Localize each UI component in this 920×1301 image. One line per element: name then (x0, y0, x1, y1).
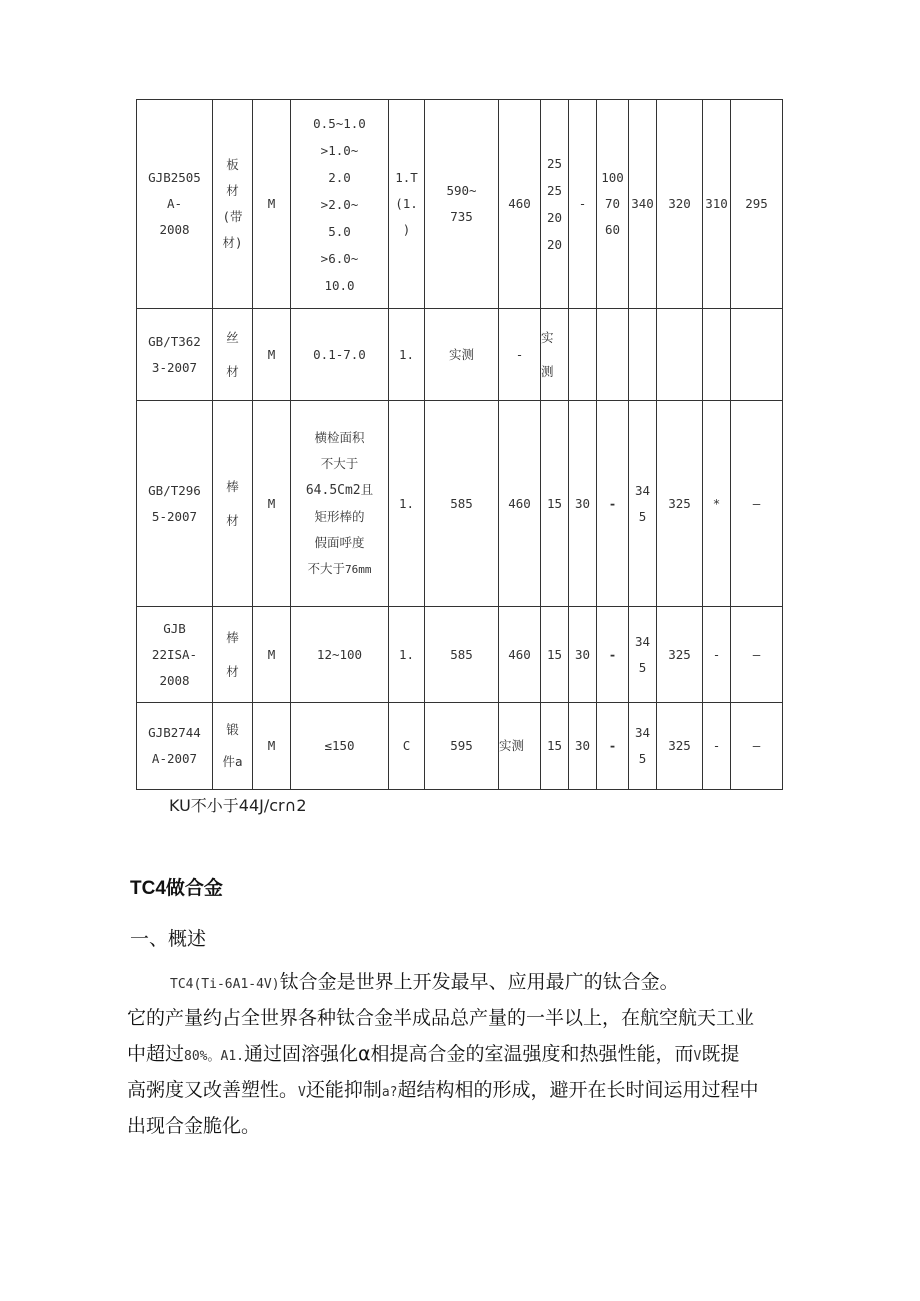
paragraph-line: 它的产量约占全世界各种钛合金半成品总产量的一半以上，在航空航天工业 (127, 1007, 755, 1029)
table-row (137, 309, 783, 401)
table-row (137, 607, 783, 703)
table-footnote: KU不小于44J∕cr∩2 (169, 796, 307, 815)
property-cell (703, 309, 731, 401)
property-cell: — (731, 703, 783, 790)
state-cell: M (253, 607, 291, 703)
reduction-cell: 30 (569, 703, 597, 790)
paragraph-line: TC4(Ti-6A1-4V)钛合金是世界上开发最早、应用最广的钛合金。 (170, 971, 679, 993)
property-cell: 34 5 (629, 607, 657, 703)
paragraph-line: 出现合金脆化。 (127, 1115, 261, 1137)
property-cell (597, 309, 629, 401)
paragraph-line: 高粥度又改善塑性。V还能抑制a?超结构相的形成，避开在长时间运用过程中 (127, 1079, 759, 1101)
direction-cell: 1. (389, 607, 425, 703)
direction-cell: 1. (389, 401, 425, 607)
property-cell: 320 (657, 100, 703, 309)
direction-cell: 1.T (1. ) (389, 100, 425, 309)
yield-strength-cell: - (499, 309, 541, 401)
elongation-cell: 15 (541, 607, 569, 703)
table-row (137, 703, 783, 790)
tensile-strength-cell: 585 (425, 607, 499, 703)
product-cell: 锻 件a (213, 703, 253, 790)
yield-strength-cell: 460 (499, 100, 541, 309)
standard-cell: GJB 22ISA- 2008 (137, 607, 213, 703)
elongation-cell: 25 25 20 20 (541, 100, 569, 309)
product-cell: 棒 材 (213, 607, 253, 703)
thickness-line: 64.5Cm2且 (305, 481, 374, 498)
property-cell: 325 (657, 607, 703, 703)
thickness-line: 横检面积 (314, 429, 365, 445)
standard-cell: GB/T362 3-2007 (137, 309, 213, 401)
subsection-heading: 一、概述 (130, 928, 207, 950)
product-cell: 棒 材 (213, 401, 253, 607)
state-cell: M (253, 703, 291, 790)
yield-strength-cell: 460 (499, 607, 541, 703)
property-cell: 340 (629, 100, 657, 309)
property-cell: 100 70 60 (597, 100, 629, 309)
property-cell: — (731, 401, 783, 607)
thickness-line: 不大于 (320, 455, 359, 471)
tensile-strength-cell: 585 (425, 401, 499, 607)
state-cell: M (253, 401, 291, 607)
property-cell: — (731, 607, 783, 703)
elongation-cell: 15 (541, 401, 569, 607)
thickness-line: 假面呼度 (314, 534, 365, 550)
property-cell: - (597, 607, 629, 703)
state-cell: M (253, 309, 291, 401)
state-cell: M (253, 100, 291, 309)
yield-strength-cell: 实测 (499, 703, 541, 790)
overview-paragraph (127, 964, 797, 1144)
yield-strength-cell: 460 (499, 401, 541, 607)
elongation-cell: 实 测 (541, 309, 569, 401)
thickness-cell: 0.5~1.0 >1.0~ 2.0 >2.0~ 5.0 >6.0~ 10.0 (291, 100, 389, 309)
property-cell: 325 (657, 703, 703, 790)
standard-cell: GB/T296 5-2007 (137, 401, 213, 607)
property-cell: - (703, 703, 731, 790)
standard-cell: GJB2505 A- 2008 (137, 100, 213, 309)
thickness-cell: ≤150 (291, 703, 389, 790)
property-cell: 310 (703, 100, 731, 309)
elongation-cell: 15 (541, 703, 569, 790)
property-cell (657, 309, 703, 401)
tensile-strength-cell: 590~ 735 (425, 100, 499, 309)
thickness-cell: 12~100 (291, 607, 389, 703)
paragraph-line: 中超过80%。A1.通过固溶强化α相提高合金的室温强度和热强性能，而V既提 (127, 1043, 740, 1065)
property-cell: 295 (731, 100, 783, 309)
property-cell: - (703, 607, 731, 703)
property-cell (629, 309, 657, 401)
reduction-cell: - (569, 100, 597, 309)
section-heading: TC4做合金 (130, 878, 223, 899)
thickness-line: 矩形棒的 (314, 508, 365, 524)
property-cell: 34 5 (629, 401, 657, 607)
thickness-cell: 0.1-7.0 (291, 309, 389, 401)
product-cell: 丝 材 (213, 309, 253, 401)
property-cell: 34 5 (629, 703, 657, 790)
table-row (137, 401, 783, 607)
reduction-cell (569, 309, 597, 401)
reduction-cell: 30 (569, 607, 597, 703)
property-cell: * (703, 401, 731, 607)
property-cell (731, 309, 783, 401)
properties-table (136, 99, 783, 790)
thickness-cell (291, 401, 389, 607)
table-row (137, 100, 783, 309)
property-cell: 325 (657, 401, 703, 607)
reduction-cell: 30 (569, 401, 597, 607)
property-cell: - (597, 703, 629, 790)
direction-cell: 1. (389, 309, 425, 401)
property-cell: - (597, 401, 629, 607)
tensile-strength-cell: 实测 (425, 309, 499, 401)
thickness-line: 不大于76mm (307, 560, 372, 576)
tensile-strength-cell: 595 (425, 703, 499, 790)
product-cell: 板 材 (带 材) (213, 100, 253, 309)
direction-cell: C (389, 703, 425, 790)
standard-cell: GJB2744 A-2007 (137, 703, 213, 790)
